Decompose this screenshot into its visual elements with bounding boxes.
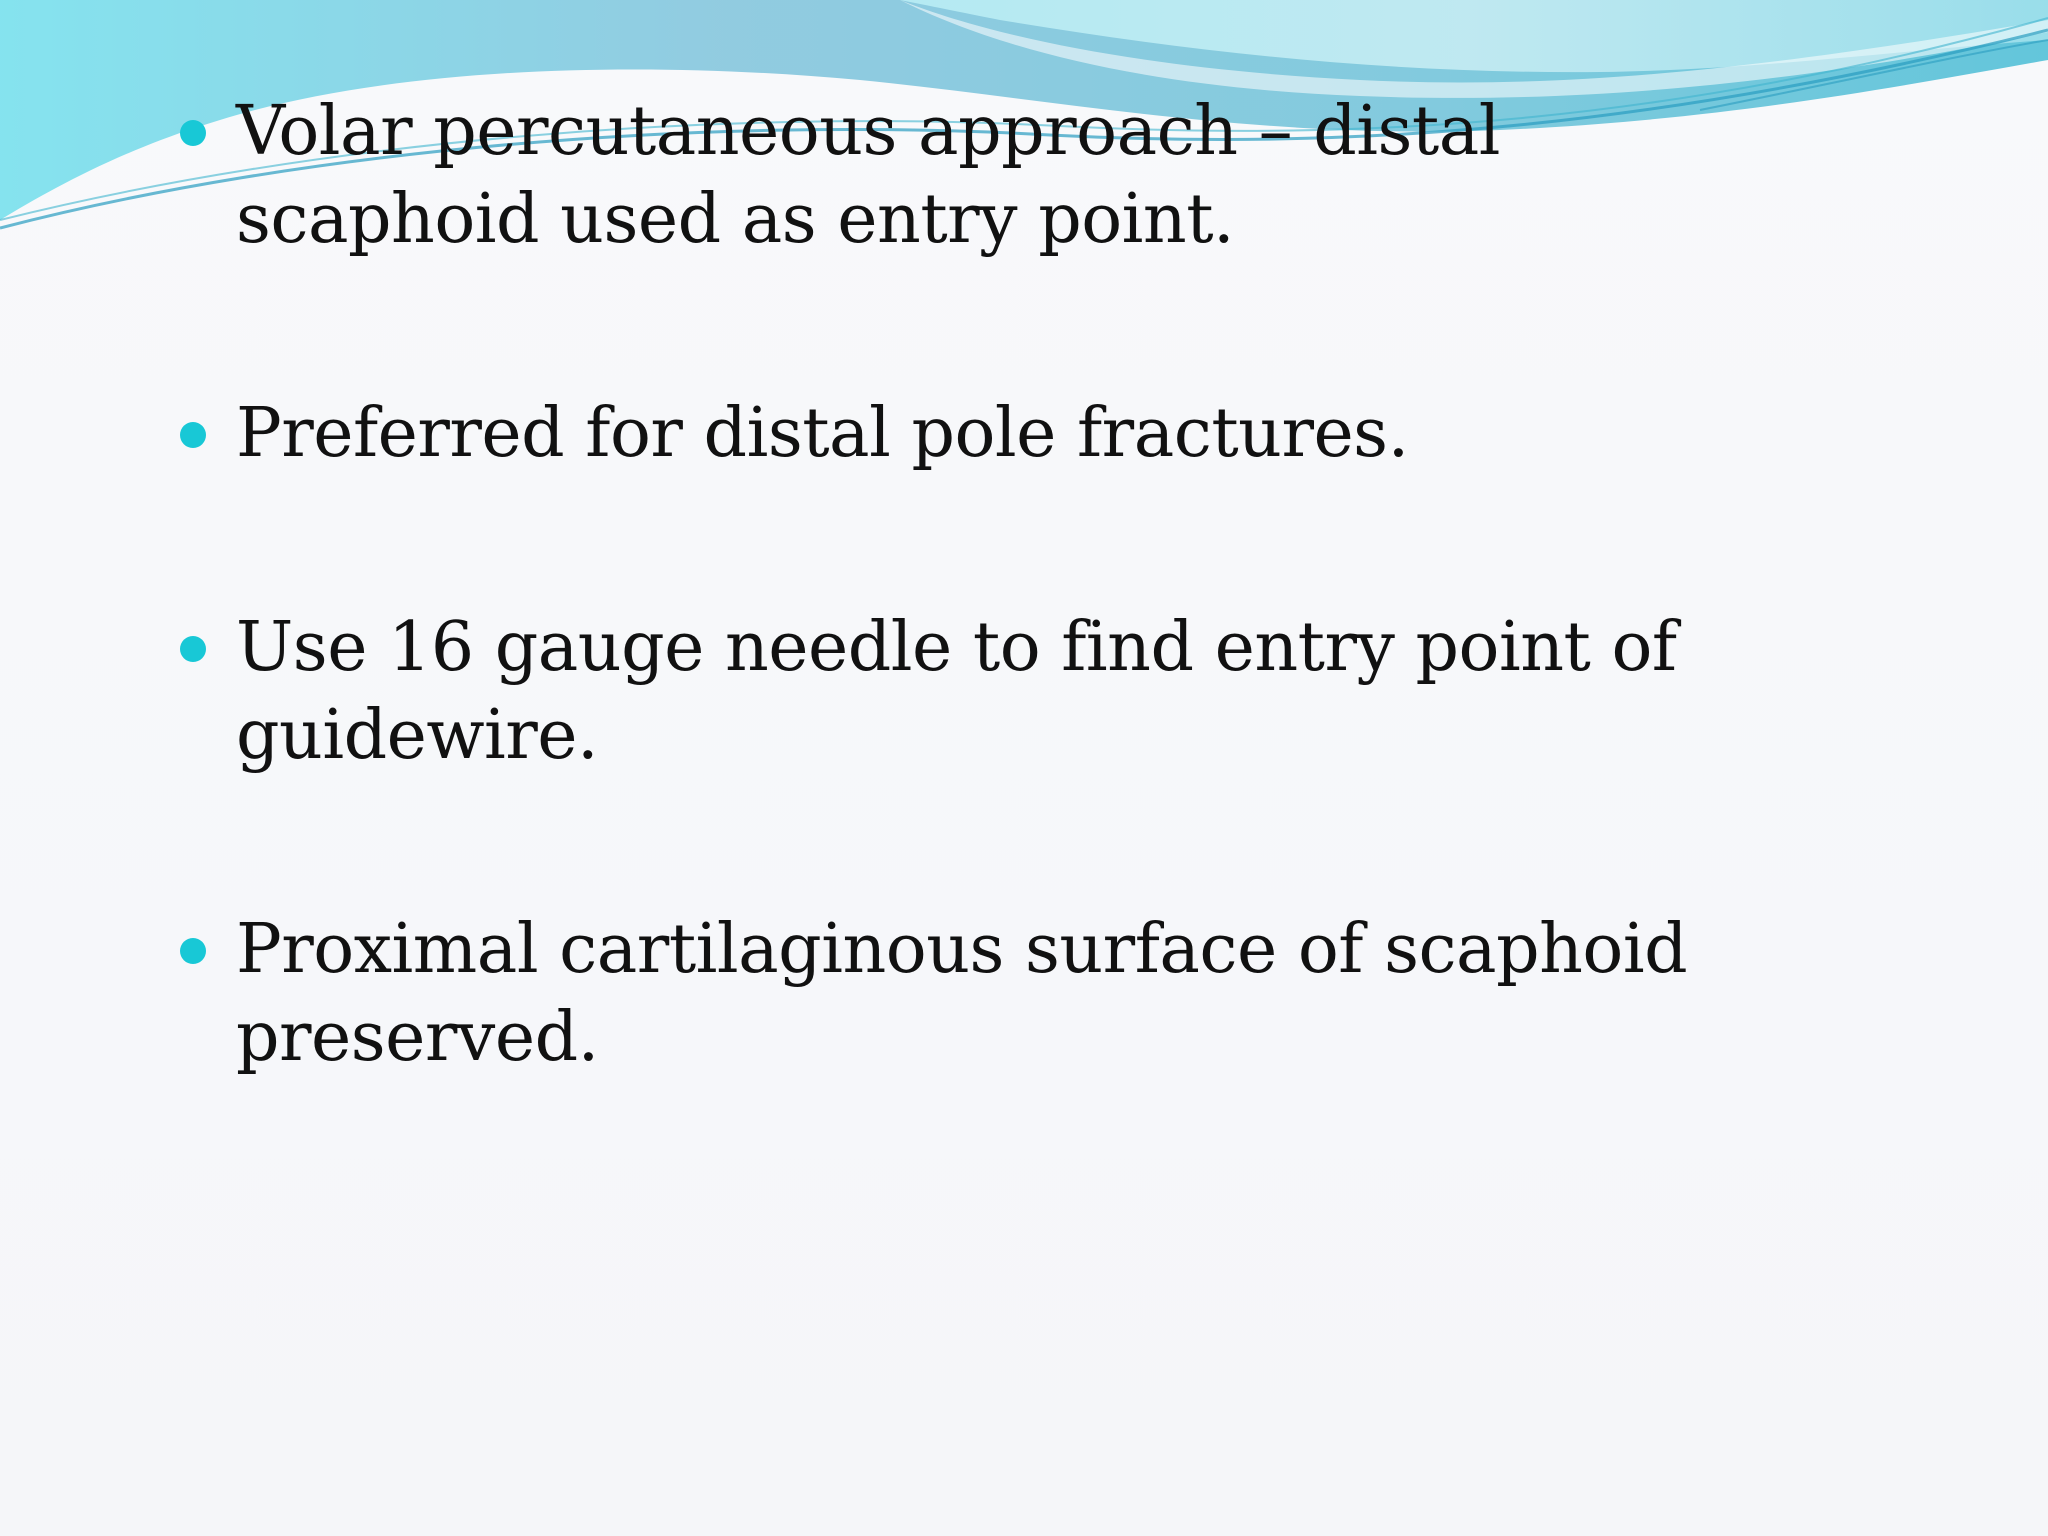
bullet-list [172, 88, 1772, 1082]
bullet-item-gauge-needle [172, 604, 1772, 780]
bullet-text: Use 16 gauge needle to find entry point of guidewire. [236, 608, 1677, 775]
bullet-text: Preferred for distal pole fractures. [236, 394, 1409, 473]
bullet-item-volar-approach [172, 88, 1772, 264]
bullet-text: Proximal cartilaginous surface of scaphoid preserved. [236, 910, 1688, 1077]
bullet-item-proximal-surface [172, 906, 1772, 1082]
bullet-dot-icon [180, 120, 206, 146]
bullet-text: Volar percutaneous approach – distal scaphoid used as entry point. [236, 92, 1501, 259]
bullet-dot-icon [180, 636, 206, 662]
bullet-item-distal-pole [172, 390, 1772, 478]
bullet-dot-icon [180, 938, 206, 964]
bullet-dot-icon [180, 422, 206, 448]
